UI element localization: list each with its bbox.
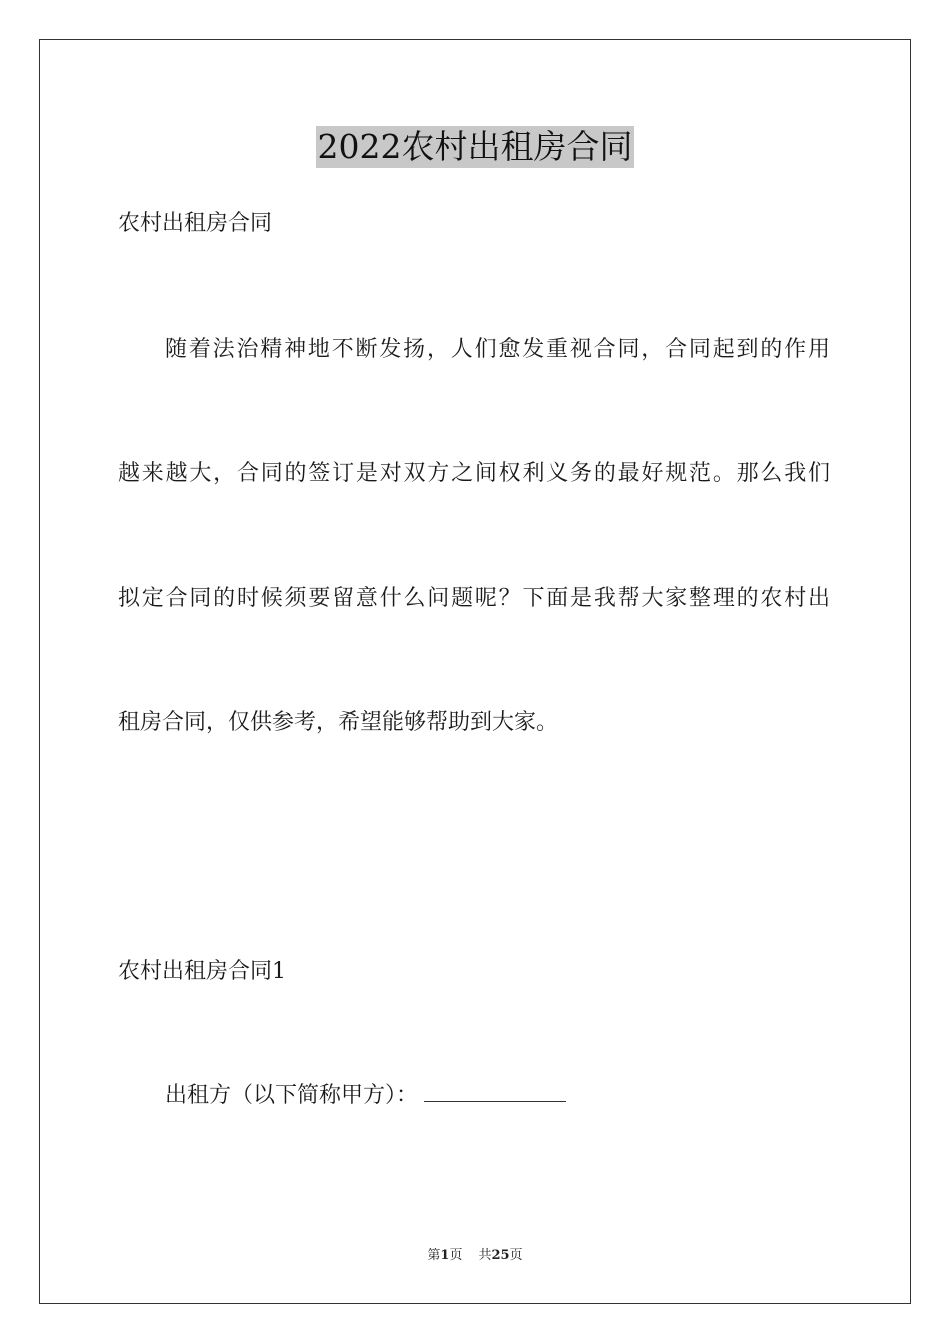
footer-page-prefix: 第 [427,1248,441,1263]
document-subtitle: 农村出租房合同 [118,211,273,236]
footer-page-suffix: 页 [449,1248,463,1263]
footer-total-prefix: 共 [478,1248,492,1263]
lessor-line [165,1082,566,1110]
lessor-label: 出租方（以下简称甲方）： [165,1083,419,1108]
intro-line-1: 随着法治精神地不断发扬，人们愈发重视合同，合同起到的作用 [165,337,830,362]
title-container [0,126,950,168]
footer-page-number: 1 [440,1248,450,1263]
intro-line-4: 租房合同，仅供参考，希望能够帮助到大家。 [118,710,559,735]
footer-total-suffix: 页 [509,1248,523,1263]
intro-line-2: 越来越大，合同的签订是对双方之间权利义务的最好规范。那么我们 [118,461,830,486]
lessor-name-blank[interactable] [424,1083,566,1102]
page-footer [0,1247,950,1265]
intro-line-3: 拟定合同的时候须要留意什么问题呢？下面是我帮大家整理的农村出 [118,586,830,611]
footer-total-pages: 25 [491,1248,510,1263]
document-title: 2022农村出租房合同 [317,127,633,166]
section-heading: 农村出租房合同1 [118,959,286,984]
